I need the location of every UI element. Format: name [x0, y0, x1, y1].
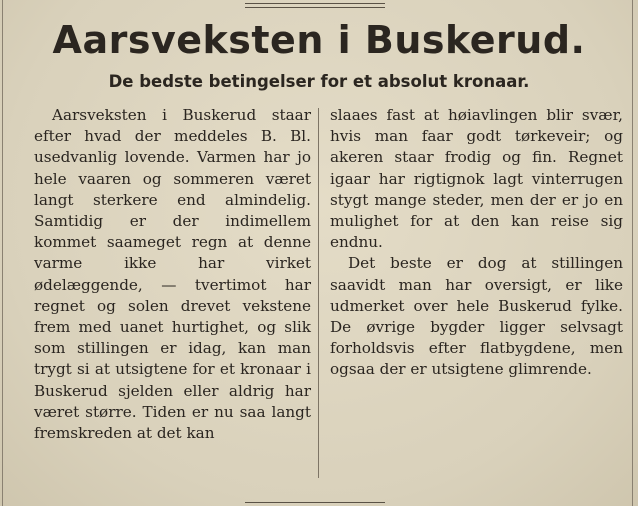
paragraph-1-continued: slaaes fast at høiavlingen blir svær, hvis man faar godt tørkeveir; og akeren staar frodig og fin. Regnet igaar har rigtignok lagt vinterrugen stygt mange steder, men der er jo en mulighet for at den kan reise sig endnu.	[330, 106, 623, 252]
article-column-right	[330, 105, 623, 381]
article-column-left	[34, 105, 311, 444]
top-rule	[245, 3, 385, 8]
paragraph-2: Det beste er dog at stillingen saavidt man har oversigt, er like udmerket over hele Buskerud fylke. De øvrige bygder ligger selvsagt forholdsvis efter flatbygdene, men ogsaa der er utsigtene glimrende.	[330, 254, 623, 379]
subheadline: De bedste betingelser for et absolut kronaar.	[108, 72, 530, 91]
bottom-rule	[245, 502, 385, 505]
headline: Aarsveksten i Buskerud.	[52, 18, 586, 62]
paragraph-1: Aarsveksten i Buskerud staar efter hvad der meddeles B. Bl. usedvanlig lovende. Varmen har jo hele vaaren og sommeren været langt sterkere end almindelig. Samtidig er der indimellem kommet saameget regn at denne varme ikke har virket ødelæggende, — tvertimot har regnet og solen drevet vekstene frem med uanet hurtighet, og slik som stillingen er idag, kan man trygt si at utsigtene for et kronaar i Buskerud sjelden eller aldrig har været større. Tiden er nu saa langt fremskreden at det kan	[34, 106, 311, 443]
column-divider	[318, 108, 319, 478]
